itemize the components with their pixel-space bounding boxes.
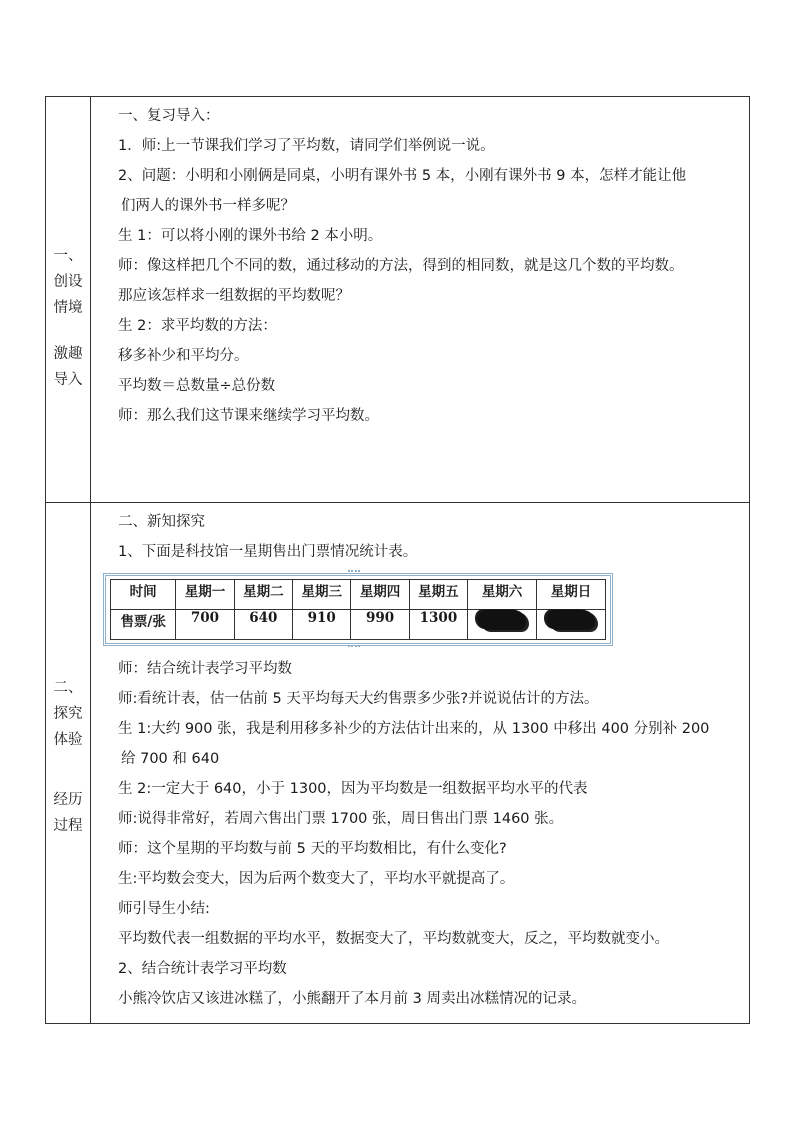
text-line: 那应该怎样求一组数据的平均数呢？ [118,288,350,304]
table-cell: 990 [351,610,409,640]
table-header-cell: 时间 [111,580,176,610]
ticket-statistics-table-frame [103,573,613,646]
text-line: 移多补少和平均分。 [118,348,249,364]
text-line: 生:平均数会变大，因为后两个数变大了，平均水平就提高了。 [118,871,515,887]
table-header-cell: 星期日 [537,580,606,610]
text-line: 平均数＝总数量÷总份数 [118,378,276,394]
lesson-plan-table [45,96,750,1024]
section-1-label-line: 情境 [53,300,83,316]
text-line: 二、新知探究 [118,514,205,530]
text-line: 师引导生小结: [118,901,210,917]
text-line: 师：结合统计表学习平均数 [118,661,292,677]
table-cell-obscured [537,610,606,640]
text-line: 平均数代表一组数据的平均水平，数据变大了，平均数就变大，反之，平均数就变小。 [118,931,669,947]
table-header-cell: 星期四 [351,580,409,610]
section-1-row [46,97,750,503]
text-line: 2、问题：小明和小刚俩是同桌，小明有课外书 5 本，小刚有课外书 9 本，怎样才能让他 [118,168,687,184]
table-cell: 640 [234,610,292,640]
table-cell: 1300 [409,610,467,640]
section-2-label-line: 过程 [53,818,83,834]
text-line: 生 2：求平均数的方法： [118,318,277,334]
table-cell: 售票/张 [111,610,176,640]
table-header-cell: 星期二 [234,580,292,610]
section-1-label-cell [46,97,91,503]
text-line: 们两人的课外书一样多呢？ [121,198,295,214]
section-2-label-line: 体验 [53,732,83,748]
table-cell-obscured [468,610,537,640]
section-2-label-line: 探究 [53,706,83,722]
table-header-cell: 星期一 [176,580,234,610]
text-line: 生 2:一定大于 640，小于 1300，因为平均数是一组数据平均水平的代表 [118,781,588,797]
text-line: 给 700 和 640 [121,751,220,767]
text-line: 一、复习导入： [118,108,220,124]
section-2-label-line: 二、 [53,680,83,696]
table-header-cell: 星期五 [409,580,467,610]
section-1-content [91,97,750,503]
section-2-row [46,503,750,1024]
section-1-label-line: 创设 [53,274,83,290]
table-header-row [111,580,606,610]
text-line: 小熊冷饮店又该进冰糕了，小熊翻开了本月前 3 周卖出冰糕情况的记录。 [118,991,586,1007]
text-line: 生 1：可以将小刚的课外书给 2 本小明。 [118,228,383,244]
text-line: 师：那么我们这节课来继续学习平均数。 [118,408,379,424]
ink-blot [478,610,526,630]
table-cell: 700 [176,610,234,640]
ticket-statistics-table [110,579,606,640]
text-line: 生 1:大约 900 张，我是利用移多补少的方法估计出来的，从 1300 中移出 400 分别补 200 [118,721,710,737]
section-1-label-line: 激趣 [53,346,83,362]
section-2-label-line: 经历 [53,792,83,808]
text-line: 师:说得非常好，若周六售出门票 1700 张，周日售出门票 1460 张。 [118,811,564,827]
text-line: 师:看统计表，估一估前 5 天平均每天大约售票多少张?并说说估计的方法。 [118,691,599,707]
section-2-content [91,503,750,1024]
table-cell: 910 [293,610,351,640]
table-header-cell: 星期六 [468,580,537,610]
section-2-label-cell [46,503,91,1024]
text-line: 2、结合统计表学习平均数 [118,961,287,977]
section-1-label-line: 导入 [53,372,83,388]
text-line: 1．师:上一节课我们学习了平均数，请同学们举例说一说。 [118,138,495,154]
text-line: 师：这个星期的平均数与前 5 天的平均数相比，有什么变化? [118,841,507,857]
table-row [111,610,606,640]
table-header-cell: 星期三 [293,580,351,610]
ink-blot [547,610,595,630]
text-line: 1、下面是科技馆一星期售出门票情况统计表。 [118,544,418,560]
section-1-label-line: 一、 [53,248,83,264]
text-line: 师：像这样把几个不同的数，通过移动的方法，得到的相同数，就是这几个数的平均数。 [118,258,684,274]
